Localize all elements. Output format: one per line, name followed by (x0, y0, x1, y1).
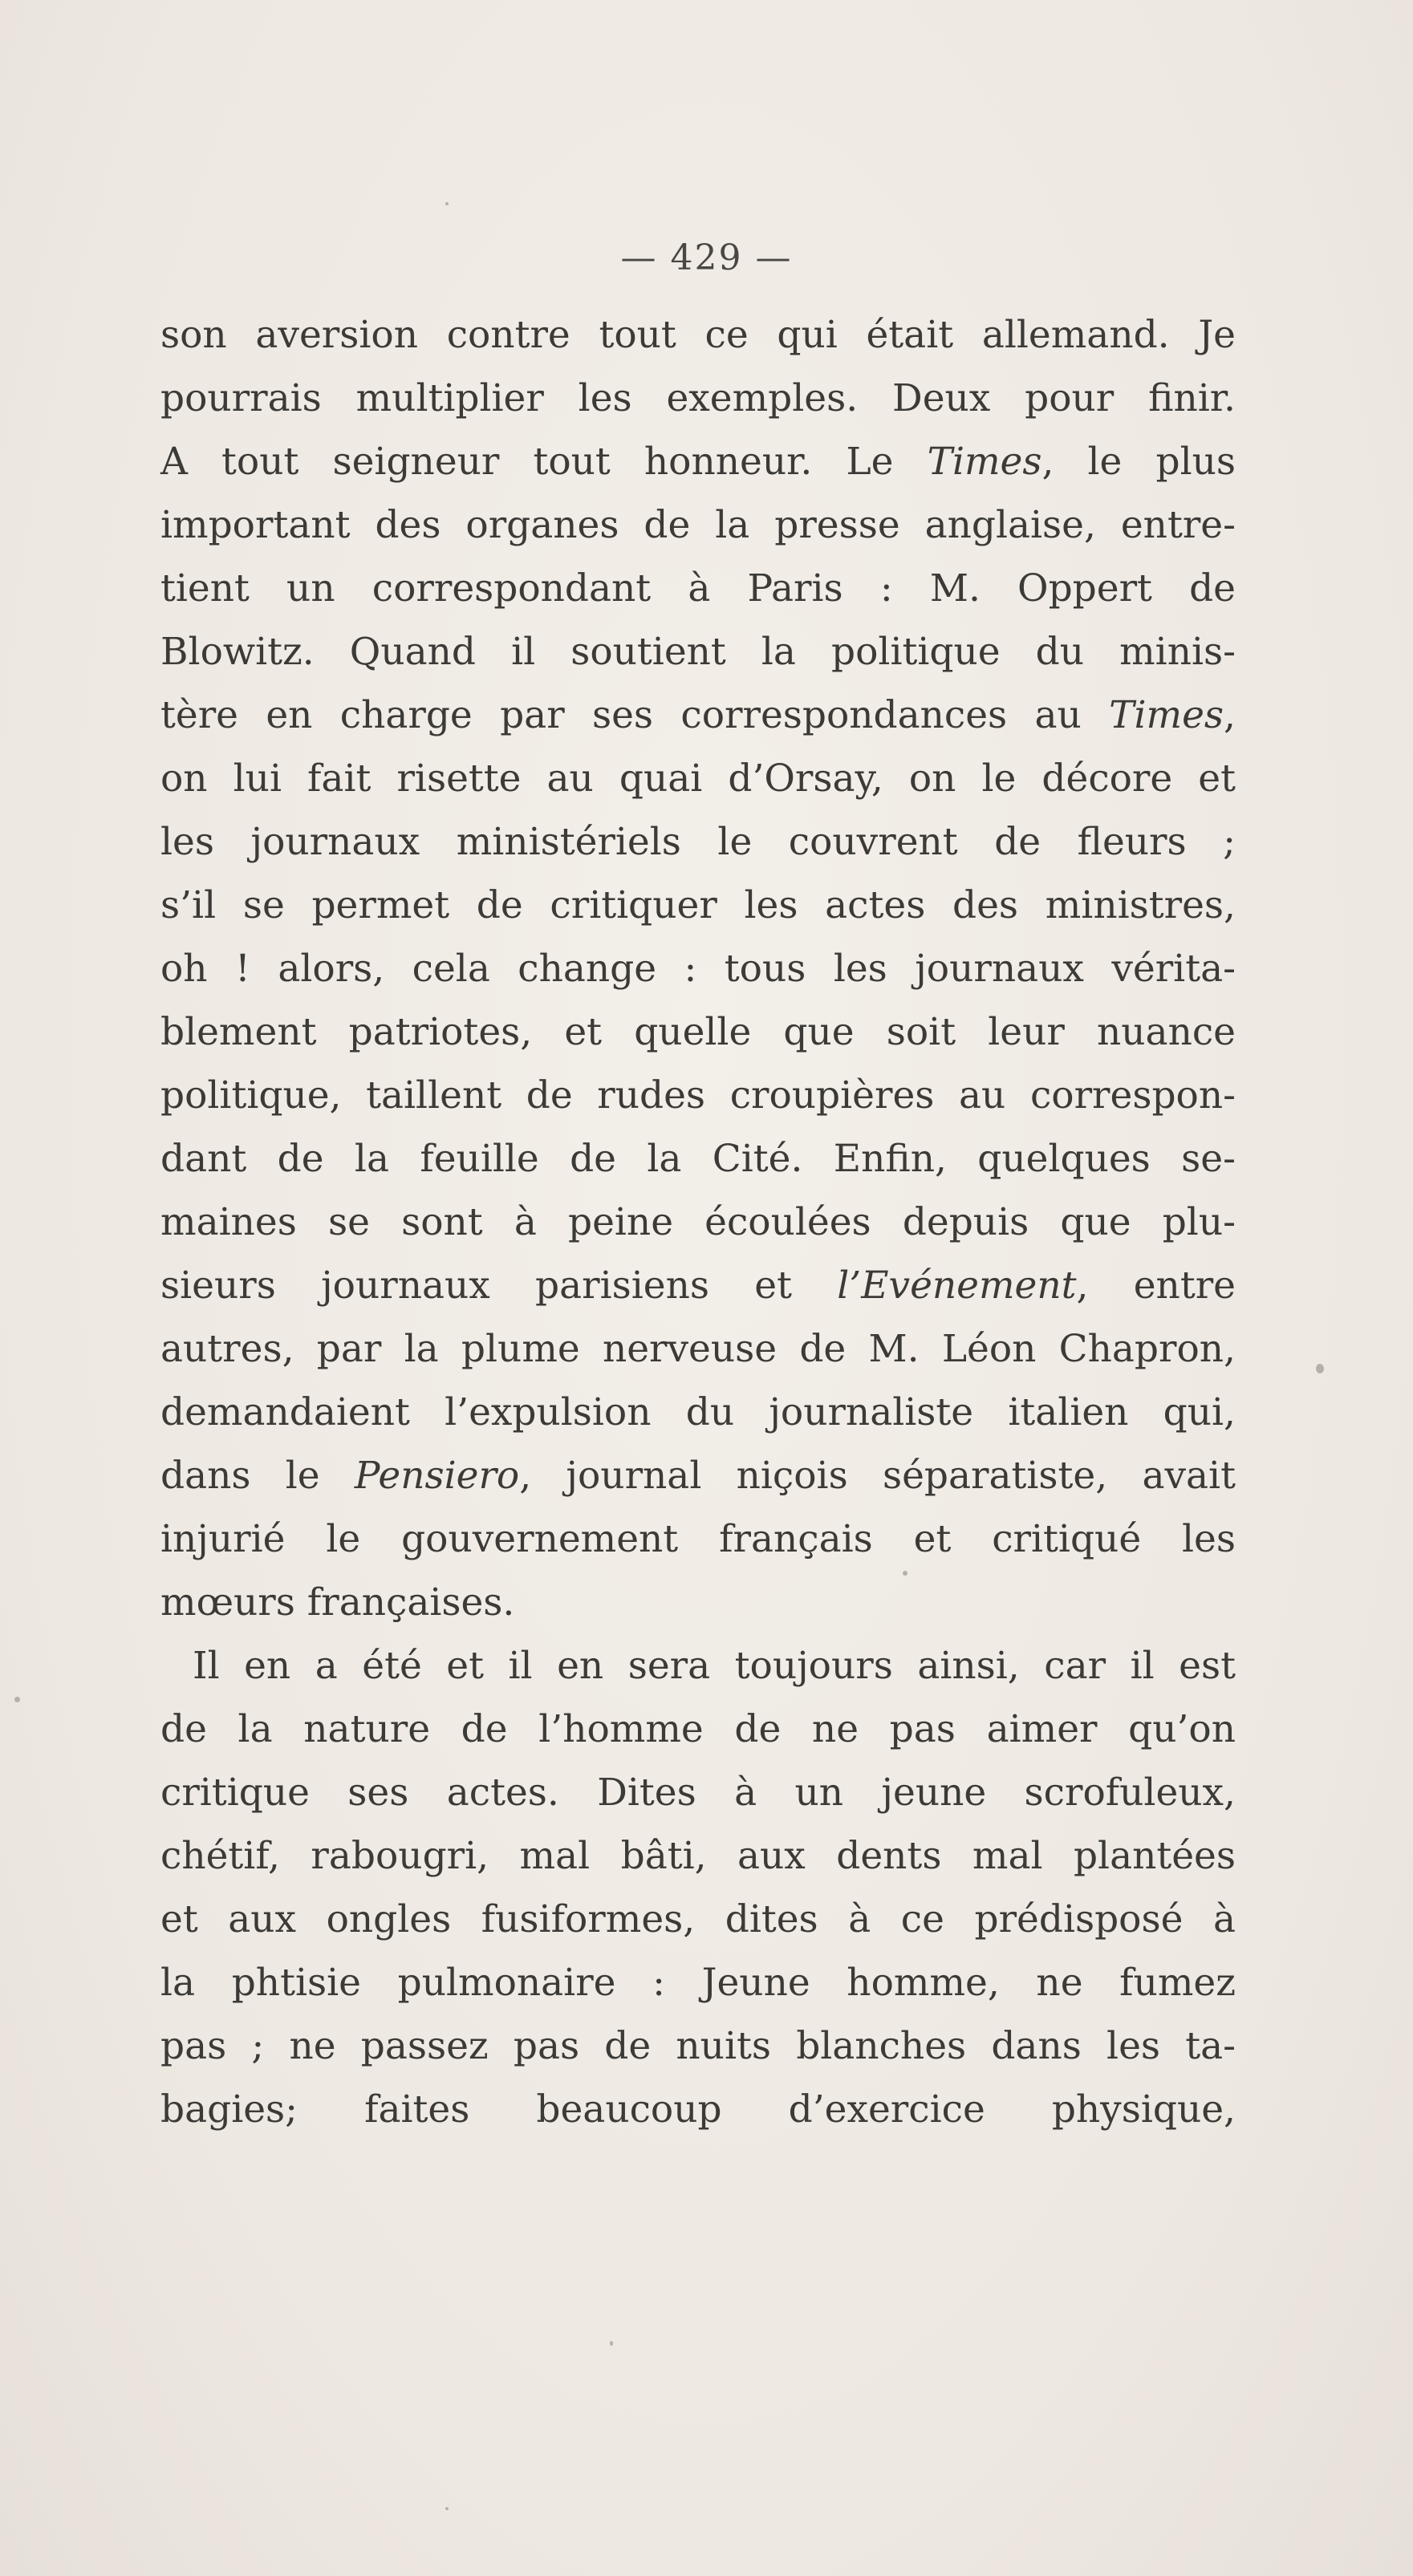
text-line (160, 810, 1236, 874)
text-line-segment: A tout seigneur tout honneur. Le (160, 440, 928, 484)
text-line (160, 1571, 1236, 1634)
text-line-segment: autres, par la plume nerveuse de M. Léon Chapron, (160, 1327, 1236, 1371)
text-line-segment: la phtisie pulmonaire : Jeune homme, ne fumez (160, 1961, 1236, 2005)
text-line-segment: , le plus (1041, 440, 1236, 484)
text-line-segment: politique, taillent de rudes croupières au correspon- (160, 1073, 1236, 1118)
text-line (160, 1888, 1236, 1951)
italic-title: Times (927, 440, 1042, 484)
text-line-segment: chétif, rabougri, mal bâti, aux dents mal plantées (160, 1834, 1236, 1878)
paper-speck (14, 1697, 20, 1702)
paper-speck (610, 2341, 613, 2346)
text-line (160, 1698, 1236, 1761)
text-line (160, 684, 1236, 747)
text-line-segment: blement patriotes, et quelle que soit leur nuance (160, 1010, 1236, 1054)
text-line (160, 620, 1236, 684)
italic-title: Times (1109, 693, 1224, 737)
text-line (160, 1761, 1236, 1824)
text-line (160, 1254, 1236, 1317)
italic-title: l’Evénement (837, 1264, 1077, 1308)
text-line-segment: Il en a été et il en sera toujours ainsi, car il est (193, 1644, 1236, 1688)
text-line (160, 1317, 1236, 1381)
text-line-segment: pas ; ne passez pas de nuits blanches dans les ta- (160, 2024, 1236, 2068)
text-line-segment: oh ! alors, cela change : tous les journaux vérita- (160, 947, 1236, 991)
text-line-segment: tient un correspondant à Paris : M. Oppert de (160, 566, 1236, 611)
text-line (160, 2014, 1236, 2078)
text-line-segment: de la nature de l’homme de ne pas aimer qu’on (160, 1707, 1236, 1751)
text-line (160, 1000, 1236, 1064)
text-line (160, 1507, 1236, 1571)
text-line-segment: s’il se permet de critiquer les actes des ministres, (160, 883, 1236, 927)
text-line (160, 1381, 1236, 1444)
text-line-segment: bagies; faites beaucoup d’exercice physique, (160, 2087, 1236, 2132)
text-line-segment: , (1224, 693, 1236, 737)
text-line (160, 430, 1236, 493)
text-line-segment: important des organes de la presse anglaise, entre- (160, 503, 1236, 547)
text-line (160, 937, 1236, 1000)
body-text (160, 303, 1236, 2141)
text-line (160, 1634, 1236, 1698)
text-line (160, 367, 1236, 430)
text-line-segment: mœurs françaises. (160, 1580, 515, 1625)
paper-speck (445, 2507, 449, 2510)
text-line (160, 874, 1236, 937)
italic-title: Pensiero (354, 1454, 520, 1498)
text-line-segment: , entre (1076, 1264, 1236, 1308)
text-line-segment: pourrais multiplier les exemples. Deux pour finir. (160, 376, 1236, 420)
text-line-segment: tère en charge par ses correspondances au (160, 693, 1110, 737)
text-line-segment: et aux ongles fusiformes, dites à ce prédisposé à (160, 1897, 1236, 1941)
text-line-segment: critique ses actes. Dites à un jeune scrofuleux, (160, 1771, 1236, 1815)
paper-speck (903, 1571, 907, 1576)
text-line-segment: on lui fait risette au quai d’Orsay, on le décore et (160, 757, 1236, 801)
text-line (160, 1064, 1236, 1127)
text-line-segment: son aversion contre tout ce qui était allemand. Je (160, 313, 1236, 357)
text-line (160, 1444, 1236, 1507)
text-line-segment: injurié le gouvernement français et critiqué les (160, 1517, 1236, 1561)
text-line (160, 1824, 1236, 1888)
text-line-segment: Blowitz. Quand il soutient la politique du minis- (160, 630, 1236, 674)
text-line (160, 2078, 1236, 2141)
paper-speck (445, 202, 449, 205)
text-line (160, 747, 1236, 810)
text-line (160, 493, 1236, 557)
text-line-segment: demandaient l’expulsion du journaliste italien qui, (160, 1390, 1236, 1434)
text-line-segment: dans le (160, 1454, 355, 1498)
text-line (160, 1191, 1236, 1254)
text-line-segment: maines se sont à peine écoulées depuis que plu- (160, 1200, 1236, 1244)
text-line (160, 303, 1236, 367)
text-line-segment: dant de la feuille de la Cité. Enfin, quelques se- (160, 1137, 1236, 1181)
text-line (160, 1951, 1236, 2014)
page-number: — 429 — (620, 237, 793, 278)
text-line-segment: sieurs journaux parisiens et (160, 1264, 838, 1308)
text-line (160, 557, 1236, 620)
text-line-segment: , journal niçois séparatiste, avait (519, 1454, 1236, 1498)
text-line-segment: les journaux ministériels le couvrent de fleurs ; (160, 820, 1236, 864)
text-line (160, 1127, 1236, 1191)
paper-speck (1316, 1364, 1324, 1373)
